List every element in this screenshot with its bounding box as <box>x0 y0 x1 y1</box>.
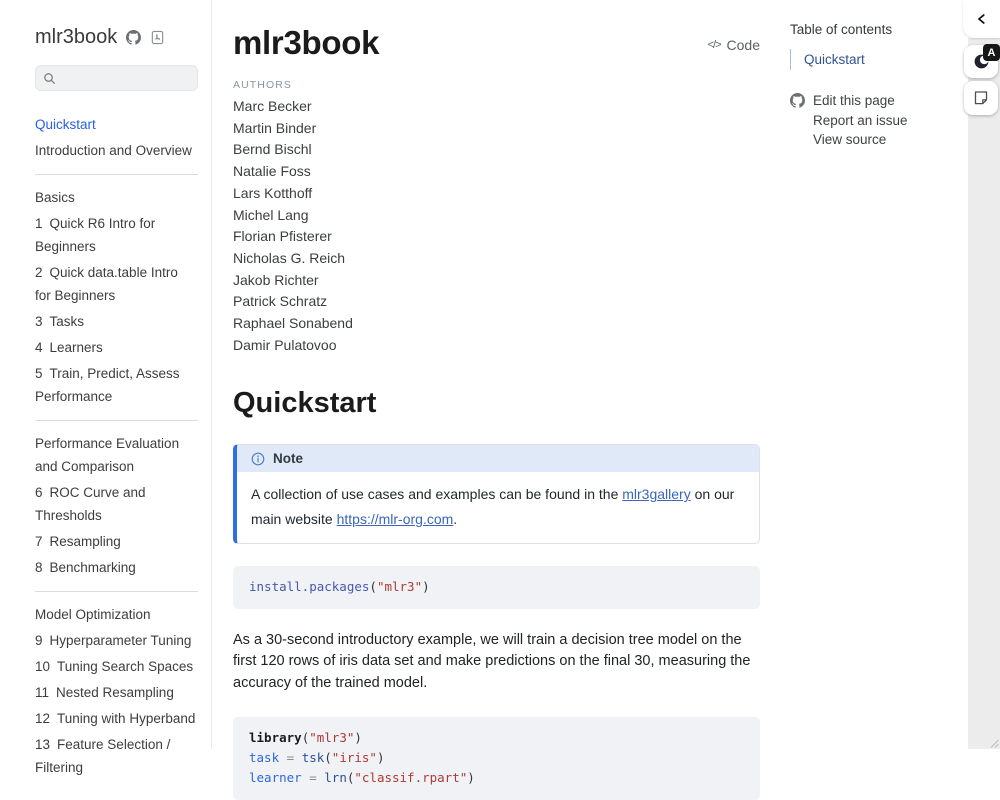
sidebar-item-quickstart[interactable] <box>35 111 197 137</box>
sidebar-item-label: Tuning with Hyperband <box>57 710 196 726</box>
code-button-label: Code <box>726 37 760 53</box>
code-token: ) <box>354 729 362 745</box>
sidebar-item-nested-resampling[interactable] <box>35 679 197 705</box>
sidebar-item-label: ROC Curve and Thresholds <box>35 484 146 523</box>
code-token: library <box>249 729 302 745</box>
table-of-contents <box>790 22 968 150</box>
code-line <box>249 768 744 788</box>
author-name: Nicholas G. Reich <box>233 249 346 266</box>
code-token: ) <box>467 770 475 786</box>
sidebar-item-benchmarking[interactable] <box>35 554 197 580</box>
author-name: Patrick Schratz <box>233 293 328 310</box>
code-line <box>249 577 744 597</box>
sidebar-item-resampling[interactable] <box>35 528 197 554</box>
sidebar-section-title: Performance Evaluation and Comparison <box>35 435 180 474</box>
sidebar-item-label: Train, Predict, Assess Performance <box>35 365 180 404</box>
code-token: tsk <box>301 750 325 766</box>
page-title: Quickstart <box>233 387 377 420</box>
author-name: Florian Pfisterer <box>233 228 332 245</box>
chapter-number: 11 <box>35 684 50 700</box>
sidebar-item-label: Learners <box>49 339 103 355</box>
scrollbar-track[interactable] <box>968 38 1000 749</box>
code-token: "mlr3" <box>376 579 423 595</box>
toc-tool-report-an-issue[interactable] <box>790 111 968 131</box>
sidebar-item-learners[interactable] <box>35 334 197 360</box>
notes-button[interactable] <box>964 81 998 115</box>
github-icon <box>126 30 141 45</box>
chapter-number: 12 <box>35 710 51 726</box>
note-callout-body <box>237 472 759 543</box>
toc-tool-label: Edit this page <box>813 93 895 108</box>
sidebar-item-label: Feature Selection / Filtering <box>35 736 171 775</box>
sidebar-item-tasks[interactable] <box>35 308 197 334</box>
sidebar-divider <box>35 591 198 592</box>
chapter-number: 10 <box>35 658 51 674</box>
sidebar-section-title: Model Optimization <box>35 606 151 622</box>
github-icon[interactable] <box>126 30 141 45</box>
author-name: Damir Pulatovoo <box>233 336 337 353</box>
toc-item-quickstart[interactable]: Quickstart <box>790 49 968 70</box>
chapter-number: 9 <box>35 632 43 648</box>
code-token: ( <box>301 729 310 745</box>
toc-tool-label: View source <box>813 132 887 147</box>
intro-paragraph: As a 30-second introductory example, we will train a decision tree model on the first 120 rows of iris data set and make predictions on the final 30, measuring the accuracy of the trained model. <box>233 631 751 692</box>
note-icon <box>973 90 989 106</box>
sidebar-divider <box>35 420 198 421</box>
sidebar-item-label: Benchmarking <box>49 559 136 575</box>
code-token: ( <box>324 750 332 766</box>
author-name: Natalie Foss <box>233 163 311 180</box>
sidebar-section-title: Basics <box>35 189 75 205</box>
code-icon: </> <box>707 39 721 51</box>
note-callout <box>233 444 760 544</box>
author-name: Raphael Sonabend <box>233 315 353 332</box>
toc-nav <box>790 49 968 70</box>
info-icon <box>251 452 265 466</box>
author-name: Bernd Bischl <box>233 141 312 158</box>
sidebar-item-hyperparameter-tuning[interactable] <box>35 627 197 653</box>
site-title: mlr3book <box>35 26 118 48</box>
sidebar-item-label: Tasks <box>49 313 85 329</box>
search-box[interactable] <box>35 65 198 91</box>
authors-block <box>233 79 760 356</box>
note-text: A collection of use cases and examples can be found in the <box>251 486 623 503</box>
chapter-number: 7 <box>35 533 43 549</box>
github-icon <box>790 93 805 108</box>
author-name: Lars Kotthoff <box>233 184 313 201</box>
note-link[interactable]: https://mlr-org.com <box>336 510 454 527</box>
resize-corner-icon[interactable] <box>990 739 999 748</box>
a-badge: A <box>983 44 1000 61</box>
code-token: ( <box>346 770 355 786</box>
sidebar-item-label: Quickstart <box>35 116 96 132</box>
sidebar-nav <box>35 111 197 780</box>
chapter-number: 13 <box>35 736 51 752</box>
note-title: Note <box>273 451 303 467</box>
code-button[interactable] <box>708 37 760 53</box>
note-text: on our main website <box>251 486 735 527</box>
sidebar-item-label: Nested Resampling <box>56 684 174 700</box>
main-header <box>233 24 760 62</box>
code-token: ( <box>369 579 377 595</box>
note-callout-header <box>237 445 759 472</box>
sidebar-item-label: Introduction and Overview <box>35 142 192 158</box>
code-token: task <box>249 750 280 766</box>
note-text: . <box>453 510 458 527</box>
sidebar-item-feature-selection-filtering[interactable] <box>35 731 197 780</box>
sidebar-header <box>35 26 197 49</box>
sidebar-item-label: Tuning Search Spaces <box>57 658 194 674</box>
code-block-install[interactable] <box>233 566 760 608</box>
toc-tool-edit-this-page[interactable] <box>790 91 968 111</box>
code-token: install.packages <box>249 579 370 595</box>
sidebar-item-label: Hyperparameter Tuning <box>49 632 192 648</box>
sidebar-item-quick-r6-intro-for-beginners[interactable] <box>35 210 197 259</box>
sidebar-item-label: Quick R6 Intro for Beginners <box>35 215 156 254</box>
sidebar-item-introduction-and-overview[interactable] <box>35 137 197 163</box>
sidebar <box>0 0 212 775</box>
authors-label: AUTHORS <box>233 79 293 91</box>
chapter-number: 5 <box>35 365 43 381</box>
authors-list <box>233 96 760 356</box>
chapter-number: 6 <box>35 484 43 500</box>
code-token: = <box>279 750 302 766</box>
code-line <box>249 728 744 748</box>
collapse-panel-button[interactable] <box>963 0 1000 38</box>
chevron-left-icon <box>975 12 989 26</box>
sidebar-item-quick-data-table-intro-for-beginners[interactable] <box>35 259 197 308</box>
sidebar-divider <box>35 174 198 175</box>
chapter-number: 8 <box>35 559 43 575</box>
sidebar-item-roc-curve-and-thresholds[interactable] <box>35 479 197 528</box>
code-token: lrn <box>324 770 347 786</box>
note-link[interactable]: mlr3gallery <box>622 486 691 503</box>
chapter-number: 3 <box>35 313 43 329</box>
main-content <box>233 0 760 800</box>
code-token: ) <box>376 750 385 766</box>
code-token: "iris" <box>331 750 377 766</box>
toc-tools <box>790 91 968 150</box>
code-token: "classif.rpart" <box>354 770 468 786</box>
sidebar-item-tuning-with-hyperband[interactable] <box>35 705 197 731</box>
code-token: learner <box>249 770 302 786</box>
toc-tool-label: Report an issue <box>813 112 908 128</box>
author-name: Jakob Richter <box>233 271 319 288</box>
toc-tool-view-source[interactable] <box>790 130 968 150</box>
toc-title: Table of contents <box>790 22 893 37</box>
chapter-number: 1 <box>35 215 43 231</box>
code-block-example[interactable] <box>233 717 760 800</box>
sidebar-item-label: Resampling <box>49 533 121 549</box>
code-token: = <box>301 770 325 786</box>
author-name: Michel Lang <box>233 206 309 223</box>
code-token: "mlr3" <box>309 729 355 745</box>
sidebar-item-train-predict-assess-performance[interactable] <box>35 360 197 409</box>
author-name: Martin Binder <box>233 119 317 136</box>
pdf-icon[interactable] <box>150 30 165 45</box>
sidebar-item-tuning-search-spaces[interactable] <box>35 653 197 679</box>
code-token: ) <box>422 579 430 595</box>
author-name: Marc Becker <box>233 98 312 114</box>
chapter-number: 2 <box>35 264 43 280</box>
search-icon <box>43 72 56 85</box>
code-line <box>249 748 744 768</box>
book-title: mlr3book <box>233 24 380 61</box>
search-input[interactable] <box>62 71 182 85</box>
sidebar-item-label: Quick data.table Intro for Beginners <box>35 264 178 303</box>
chapter-number: 4 <box>35 339 43 355</box>
